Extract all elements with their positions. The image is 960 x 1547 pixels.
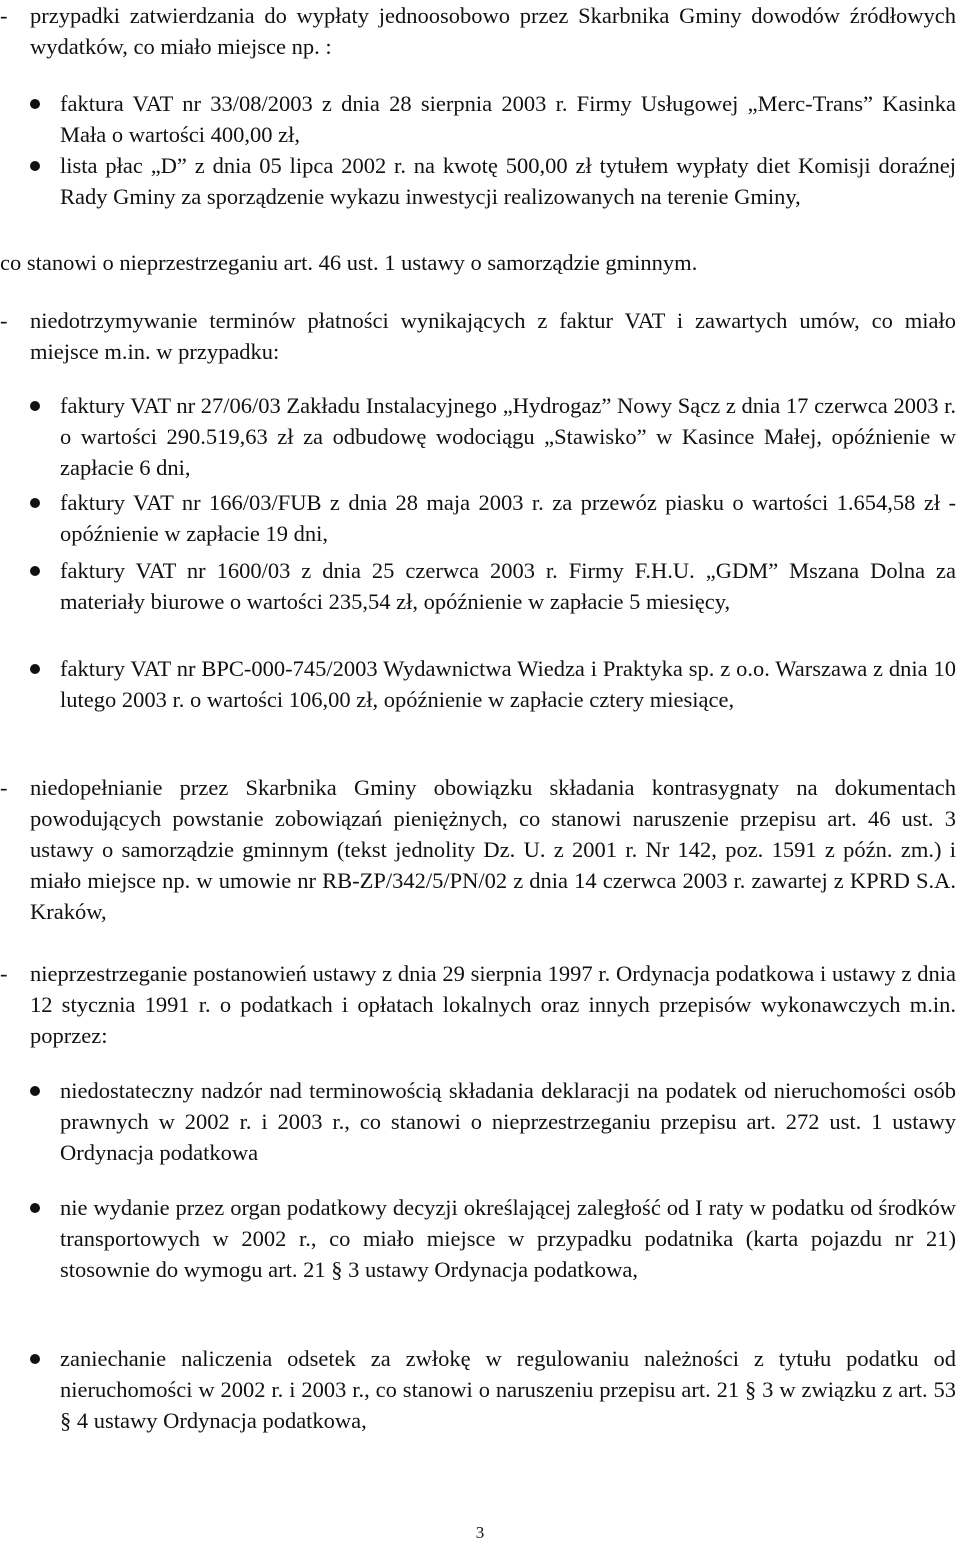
list-item-text: faktura VAT nr 33/08/2003 z dnia 28 sierpnia 2003 r. Firmy Usługowej „Merc-Trans” Kasinka Mała o wartości 400,00 zł, bbox=[60, 91, 956, 147]
bullet-icon bbox=[30, 401, 40, 411]
list-item bbox=[30, 150, 956, 212]
bullet-icon bbox=[30, 99, 40, 109]
list-item bbox=[30, 1192, 956, 1285]
section-approval-paragraph bbox=[0, 0, 956, 62]
list-item-text: faktury VAT nr 1600/03 z dnia 25 czerwca 2003 r. Firmy F.H.U. „GDM” Mszana Dolna za materiały biurowe o wartości 235,54 zł, opóźnienie w zapłacie 5 miesięcy, bbox=[60, 558, 956, 614]
paragraph-text: nieprzestrzeganie postanowień ustawy z dnia 29 sierpnia 1997 r. Ordynacja podatkowa i ustawy z dnia 12 stycznia 1991 r. o podatkach i opłatach lokalnych oraz innych przepisów wykonawczych m.in. poprzez: bbox=[30, 961, 956, 1048]
list-item-text: lista płac „D” z dnia 05 lipca 2002 r. na kwotę 500,00 zł tytułem wypłaty diet Komisji doraźnej Rady Gminy za sporządzenie wykazu inwestycji realizowanych na terenie Gminy, bbox=[60, 153, 956, 209]
bullet-icon bbox=[30, 1354, 40, 1364]
list-item bbox=[30, 653, 956, 715]
paragraph-text: co stanowi o nieprzestrzeganiu art. 46 ust. 1 ustawy o samorządzie gminnym. bbox=[0, 250, 698, 275]
dash-marker: - bbox=[0, 3, 8, 28]
paragraph-text: niedotrzymywanie terminów płatności wynikających z faktur VAT i zawartych umów, co miało miejsce m.in. w przypadku: bbox=[30, 308, 956, 364]
dash-marker: - bbox=[0, 775, 8, 800]
dash-marker: - bbox=[0, 961, 8, 986]
bullet-icon bbox=[30, 566, 40, 576]
page-number: 3 bbox=[475, 1523, 485, 1542]
list-item-text: faktury VAT nr 166/03/FUB z dnia 28 maja 2003 r. za przewóz piasku o wartości 1.654,58 zł - opóźnienie w zapłacie 19 dni, bbox=[60, 490, 956, 546]
list-item-text: nie wydanie przez organ podatkowy decyzji określającej zaległość od I raty w podatku od środków transportowych w 2002 r., co miało miejsce w przypadku podatnika (karta pojazdu nr 21) stosownie do wymogu art. 21 § 3 ustawy Ordynacja podatkowa, bbox=[60, 1195, 956, 1282]
section-tax-law-paragraph bbox=[0, 958, 956, 1051]
bullet-icon bbox=[30, 498, 40, 508]
list-item bbox=[30, 390, 956, 483]
list-item bbox=[30, 1075, 956, 1168]
section-closing-line bbox=[0, 247, 956, 278]
list-item bbox=[30, 88, 956, 150]
list-item bbox=[30, 1343, 956, 1436]
list-item bbox=[30, 487, 956, 549]
list-item-text: faktury VAT nr BPC-000-745/2003 Wydawnictwa Wiedza i Praktyka sp. z o.o. Warszawa z dnia 10 lutego 2003 r. o wartości 106,00 zł, opóźnienie w zapłacie cztery miesiące, bbox=[60, 656, 956, 712]
bullet-icon bbox=[30, 1086, 40, 1096]
list-item-text: faktury VAT nr 27/06/03 Zakładu Instalacyjnego „Hydrogaz” Nowy Sącz z dnia 17 czerwca 2003 r. o wartości 290.519,63 zł za odbudowę wodociągu „Stawisko” w Kasince Małej, opóźnienie w zapłacie 6 dni, bbox=[60, 393, 956, 480]
list-item-text: niedostateczny nadzór nad terminowością składania deklaracji na podatek od nieruchomości osób prawnych w 2002 r. i 2003 r., co stanowi o nieprzestrzeganiu przepisu art. 272 ust. 1 ustawy Ordynacja podatkowa bbox=[60, 1078, 956, 1165]
bullet-icon bbox=[30, 664, 40, 674]
list-item-text: zaniechanie naliczenia odsetek za zwłokę w regulowaniu należności z tytułu podatku od nieruchomości w 2002 r. i 2003 r., co stanowi o naruszeniu przepisu art. 21 § 3 w związku z art. 53 § 4 ustawy Ordynacja podatkowa, bbox=[60, 1346, 956, 1433]
bullet-icon bbox=[30, 1203, 40, 1213]
paragraph-text: niedopełnianie przez Skarbnika Gminy obowiązku składania kontrasygnaty na dokumentach powodujących powstanie zobowiązań pieniężnych, co stanowi naruszenie przepisu art. 46 ust. 3 ustawy o samorządzie gminnym (tekst jednolity Dz. U. z 2001 r. Nr 142, poz. 1591 z późn. zm.) i miało miejsce np. w umowie nr RB-ZP/342/5/PN/02 z dnia 14 czerwca 2003 r. zawartej z KPRD S.A. Kraków, bbox=[30, 775, 956, 924]
bullet-icon bbox=[30, 161, 40, 171]
paragraph-text: przypadki zatwierdzania do wypłaty jednoosobowo przez Skarbnika Gminy dowodów źródłowych wydatków, co miało miejsce np. : bbox=[30, 3, 956, 59]
list-item bbox=[30, 555, 956, 617]
dash-marker: - bbox=[0, 308, 8, 333]
section-countersignature-paragraph bbox=[0, 772, 956, 927]
section-payment-delays-paragraph bbox=[0, 305, 956, 367]
